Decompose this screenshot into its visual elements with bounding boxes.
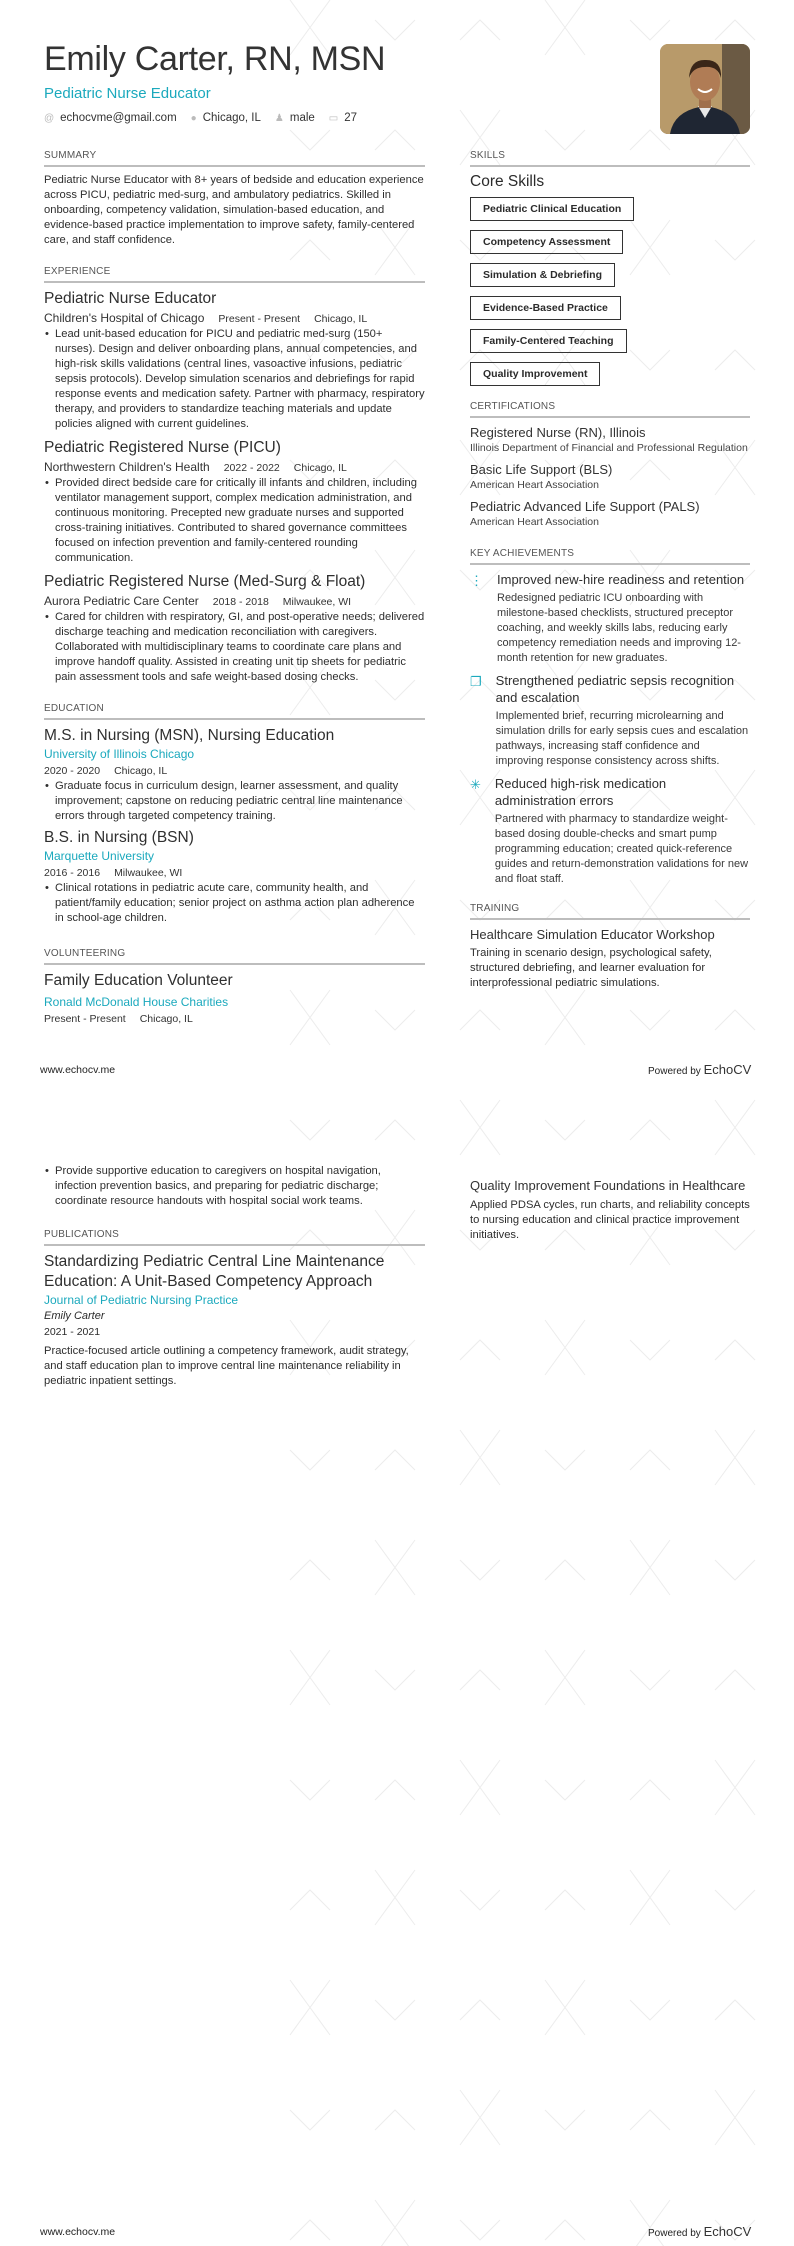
dates: 2018 - 2018 xyxy=(212,596,269,608)
training-name: Quality Improvement Foundations in Healthcare xyxy=(470,1178,746,1193)
pattern-mark xyxy=(715,1340,755,1360)
publications-section xyxy=(44,1229,425,1389)
training-name: Healthcare Simulation Educator Workshop xyxy=(470,927,715,942)
pattern-mark xyxy=(630,1670,670,1690)
publication-author: Emily Carter xyxy=(44,1310,105,1322)
publication-dates: 2021 - 2021 xyxy=(44,1326,101,1338)
cert-issuer: American Heart Association xyxy=(470,516,599,528)
pattern-mark xyxy=(545,2110,585,2130)
powered-label: Powered by xyxy=(648,2228,701,2239)
pattern-mark xyxy=(545,1120,585,1140)
dates: 2016 - 2016 xyxy=(44,867,101,879)
pattern-mark xyxy=(375,20,415,40)
training-desc: Applied PDSA cycles, run charts, and reliability concepts to nursing education and clinical practice improvement initiatives. xyxy=(470,1199,750,1241)
experience-section xyxy=(44,266,425,685)
location: Chicago, IL xyxy=(293,462,347,474)
pattern-mark xyxy=(630,1010,670,1030)
pattern-mark xyxy=(545,1980,585,2035)
pattern-mark xyxy=(545,2220,585,2240)
bullet: • Provided direct bedside care for critically ill infants and children, including ventilator management support, complex medication administration, and continuous monitoring. Precepted new graduate nurses and supported cross-training initiatives. Contributed to shared governance committees focused on infection prevention and family-centered rounding communication. xyxy=(44,476,425,566)
summary-text: Pediatric Nurse Educator with 8+ years of bedside and education experience across PICU, pediatric med-surg, and ambulatory pediatrics. Skilled in onboarding, competency validation, simulation-based education, and evidence-based practice implementation to improve safety, family-centered care, and staff confidence. xyxy=(44,174,424,246)
experience-item xyxy=(44,289,425,432)
skill-chip: Quality Improvement xyxy=(470,362,600,386)
skill-chip: Pediatric Clinical Education xyxy=(470,197,634,221)
cert-issuer: Illinois Department of Financial and Professional Regulation xyxy=(470,442,748,454)
pattern-mark xyxy=(630,1540,670,1595)
section-heading: EXPERIENCE xyxy=(44,266,425,283)
pattern-mark xyxy=(290,2220,330,2240)
volunteer-org[interactable]: Ronald McDonald House Charities xyxy=(44,995,229,1009)
bullet: • Cared for children with respiratory, GI, and post-operative needs; delivered discharge teaching and medication reconciliation with caregivers. Collaborated with multidisciplinary teams to coordinate care plans and improve handoff quality. Assisted in creating unit tip sheets for pediatric pain assessment tools and safe weight-based dosing checks. xyxy=(44,610,425,685)
pattern-mark xyxy=(545,1650,585,1705)
right-column xyxy=(470,150,750,991)
footer-site[interactable]: www.echocv.me xyxy=(40,2226,116,2238)
left-column-page2 xyxy=(44,1164,425,1389)
pattern-mark xyxy=(375,1120,415,1140)
sparkle-icon: ✳ xyxy=(470,777,481,792)
volunteer-role: Family Education Volunteer xyxy=(44,972,233,989)
person-icon: ♟ xyxy=(274,112,284,124)
calendar-icon: ▭ xyxy=(328,112,339,124)
location: Chicago, IL xyxy=(139,1013,193,1025)
pattern-mark xyxy=(545,1450,585,1470)
section-heading: EDUCATION xyxy=(44,703,425,720)
section-heading: VOLUNTEERING xyxy=(44,948,425,965)
gender: male xyxy=(289,112,315,124)
achievement-item xyxy=(470,571,750,666)
skills-list xyxy=(470,197,750,395)
pattern-mark xyxy=(290,1120,330,1140)
bullet: • Clinical rotations in pediatric acute care, community health, and patient/family education; senior project on asthma action plan adherence in school-age children. xyxy=(44,881,425,926)
pattern-mark xyxy=(375,2110,415,2130)
location-pin-icon: ● xyxy=(190,112,197,124)
pattern-mark xyxy=(290,1560,330,1580)
publication-journal[interactable]: Journal of Pediatric Nursing Practice xyxy=(44,1293,239,1307)
pattern-mark xyxy=(545,1560,585,1580)
bullet: • Lead unit-based education for PICU and pediatric med-surg (150+ nurses). Design and deliver onboarding plans, annual competencies, and high-risk skills validations (central lines, vasoactive infusions, pediatric sepsis protocols). Develop simulation scenarios and debriefings for rapid response events and medication safety. Partner with pharmacy, respiratory therapy, and providers to standardize teaching materials and update policies aligned with current guidelines. xyxy=(44,327,425,432)
age: 27 xyxy=(344,112,358,124)
powered-by[interactable] xyxy=(648,1062,751,1077)
section-heading: KEY ACHIEVEMENTS xyxy=(470,548,750,565)
section-heading: SUMMARY xyxy=(44,150,425,167)
pattern-mark xyxy=(715,1100,755,1155)
pattern-mark xyxy=(460,2090,500,2145)
pattern-mark xyxy=(375,2200,415,2246)
pattern-mark xyxy=(375,1540,415,1595)
bullet: • Graduate focus in curriculum design, learner assessment, and quality improvement; capstone on reducing pediatric central line maintenance errors through targeted competency training. xyxy=(44,779,425,824)
skill-chip: Evidence-Based Practice xyxy=(470,296,621,320)
pattern-mark xyxy=(545,0,585,55)
powered-label: Powered by xyxy=(648,1066,701,1077)
achievement-item xyxy=(470,672,750,769)
pattern-mark xyxy=(630,20,670,40)
pattern-mark xyxy=(630,2110,670,2130)
pattern-mark xyxy=(630,1870,670,1925)
volunteer-bullet: • Provide supportive education to caregivers on hospital navigation, infection prevention basics, and preparing for pediatric discharge; coordinate resource handouts with hospital social work teams. xyxy=(44,1164,425,1209)
training-section xyxy=(470,903,750,991)
pattern-mark xyxy=(715,20,755,40)
job-title: Pediatric Registered Nurse (PICU) xyxy=(44,439,281,456)
pattern-mark xyxy=(715,1670,755,1690)
degree: M.S. in Nursing (MSN), Nursing Education xyxy=(44,727,335,744)
pattern-mark xyxy=(460,1560,500,1580)
brand: EchoCV xyxy=(703,2224,752,2239)
school[interactable]: University of Illinois Chicago xyxy=(44,747,195,761)
pattern-mark xyxy=(460,1010,500,1030)
cert-issuer: American Heart Association xyxy=(470,479,599,491)
pattern-mark xyxy=(715,1760,755,1815)
company: Children's Hospital of Chicago xyxy=(44,311,205,325)
section-heading: CERTIFICATIONS xyxy=(470,401,750,418)
publication-desc: Practice-focused article outlining a competency framework, audit strategy, and staff education plan to improve central line maintenance reliability in pediatric inpatient settings. xyxy=(44,1345,409,1387)
education-section xyxy=(44,703,425,926)
pattern-mark xyxy=(290,1780,330,1800)
training-desc: Training in scenario design, psychological safety, structured debriefing, and learner evaluation for interprofessional pediatric simulations. xyxy=(470,947,712,989)
pattern-mark xyxy=(715,1010,755,1030)
pattern-mark xyxy=(460,1890,500,1910)
email[interactable]: echocvme@gmail.com xyxy=(60,112,177,124)
pattern-mark xyxy=(460,1760,500,1815)
candidate-title: Pediatric Nurse Educator xyxy=(44,85,211,102)
pattern-mark xyxy=(715,2090,755,2145)
location: Chicago, IL xyxy=(114,765,168,777)
dates: 2020 - 2020 xyxy=(44,765,101,777)
pattern-mark xyxy=(460,2000,500,2020)
pattern-mark xyxy=(545,1780,585,1800)
degree: B.S. in Nursing (BSN) xyxy=(44,829,194,846)
left-column xyxy=(44,150,425,1027)
pattern-mark xyxy=(630,2000,670,2020)
job-title: Pediatric Registered Nurse (Med-Surg & Float) xyxy=(44,573,366,590)
cert-name: Registered Nurse (RN), Illinois xyxy=(470,425,646,440)
section-heading: TRAINING xyxy=(470,903,750,920)
skill-chip: Simulation & Debriefing xyxy=(470,263,615,287)
pattern-mark xyxy=(375,1450,415,1470)
pattern-mark xyxy=(290,1650,330,1705)
pattern-mark xyxy=(290,2110,330,2130)
pattern-mark xyxy=(460,1670,500,1690)
company: Northwestern Children's Health xyxy=(44,460,210,474)
education-item xyxy=(44,726,425,824)
at-icon: @ xyxy=(44,112,55,124)
section-heading: SKILLS xyxy=(470,150,750,167)
job-title: Pediatric Nurse Educator xyxy=(44,290,217,307)
school[interactable]: Marquette University xyxy=(44,849,155,863)
location: Milwaukee, WI xyxy=(282,596,352,608)
pattern-mark xyxy=(715,2000,755,2020)
pattern-mark xyxy=(545,990,585,1045)
achievement-desc: Redesigned pediatric ICU onboarding with milestone-based checklists, structured preceptor coaching, and weekly skills labs, reducing early competency remediation needs and improving 12-month retention for new graduates. xyxy=(497,592,741,664)
pattern-mark xyxy=(630,2200,670,2246)
candidate-name: Emily Carter, RN, MSN xyxy=(44,40,386,78)
education-item xyxy=(44,828,425,926)
pattern-mark xyxy=(460,1340,500,1360)
location: Milwaukee, WI xyxy=(114,867,183,879)
achievement-item xyxy=(470,775,750,887)
location: Chicago, IL xyxy=(314,313,368,325)
pattern-mark xyxy=(715,1430,755,1485)
pattern-mark xyxy=(630,1120,670,1140)
company: Aurora Pediatric Care Center xyxy=(44,594,199,608)
summary-section xyxy=(44,150,425,248)
pattern-mark xyxy=(375,130,415,150)
pattern-mark xyxy=(460,1430,500,1485)
dates: 2022 - 2022 xyxy=(223,462,280,474)
pattern-mark xyxy=(460,1100,500,1155)
skills-section xyxy=(470,150,750,395)
profile-photo xyxy=(660,44,750,134)
pattern-mark xyxy=(375,1780,415,1800)
skill-group-title: Core Skills xyxy=(470,173,545,190)
achievements-section xyxy=(470,548,750,887)
contact-row xyxy=(44,112,385,124)
skill-chip: Family-Centered Teaching xyxy=(470,329,627,353)
footer-site[interactable]: www.echocv.me xyxy=(40,1064,116,1076)
achievement-desc: Partnered with pharmacy to standardize weight-based dosing double-checks and smart pump programming education; created quick-reference guides and return-demonstration validations for new and float staff. xyxy=(494,813,749,885)
pattern-mark xyxy=(715,1560,755,1580)
pattern-mark xyxy=(545,1320,585,1375)
pattern-mark xyxy=(460,20,500,40)
dates: Present - Present xyxy=(44,1013,126,1025)
certifications-section xyxy=(470,401,750,530)
pattern-mark xyxy=(375,2000,415,2020)
pattern-mark xyxy=(545,130,585,150)
cert-name: Pediatric Advanced Life Support (PALS) xyxy=(470,499,700,514)
pattern-mark xyxy=(715,1890,755,1910)
pattern-mark xyxy=(460,2220,500,2240)
publication-title: Standardizing Pediatric Central Line Maintenance Education: A Unit-Based Competency Approach xyxy=(44,1253,385,1290)
dates: Present - Present xyxy=(218,313,301,325)
right-column-page2 xyxy=(470,1172,750,1243)
pattern-mark xyxy=(630,1450,670,1470)
volunteering-section xyxy=(44,948,425,1025)
pattern-mark xyxy=(290,1890,330,1910)
skill-chip: Competency Assessment xyxy=(470,230,623,254)
location: Chicago, IL xyxy=(202,112,261,124)
pattern-mark xyxy=(290,1980,330,2035)
dots-vertical-icon: ⋮ xyxy=(470,573,483,588)
experience-item xyxy=(44,438,425,566)
section-heading: PUBLICATIONS xyxy=(44,1229,425,1246)
brand: EchoCV xyxy=(703,1062,752,1077)
achievement-desc: Implemented brief, recurring microlearning and simulation drills for early sepsis cues and escalation pathways, increasing staff confidence and improving response consistency across shifts. xyxy=(495,710,749,767)
pattern-mark xyxy=(630,1780,670,1800)
achievement-title: Strengthened pediatric sepsis recognition and escalation xyxy=(495,673,735,705)
pattern-mark xyxy=(290,1450,330,1470)
header xyxy=(44,40,385,124)
pattern-mark xyxy=(630,1340,670,1360)
pattern-mark xyxy=(375,1870,415,1925)
cert-name: Basic Life Support (BLS) xyxy=(470,462,613,477)
pattern-mark xyxy=(290,130,330,150)
powered-by[interactable] xyxy=(648,2224,751,2239)
achievement-title: Reduced high-risk medication administration errors xyxy=(494,776,667,808)
achievement-title: Improved new-hire readiness and retention xyxy=(497,572,745,587)
documents-icon: ❐ xyxy=(470,674,482,689)
experience-item xyxy=(44,572,425,685)
pattern-mark xyxy=(375,1670,415,1690)
pattern-mark xyxy=(545,1890,585,1910)
